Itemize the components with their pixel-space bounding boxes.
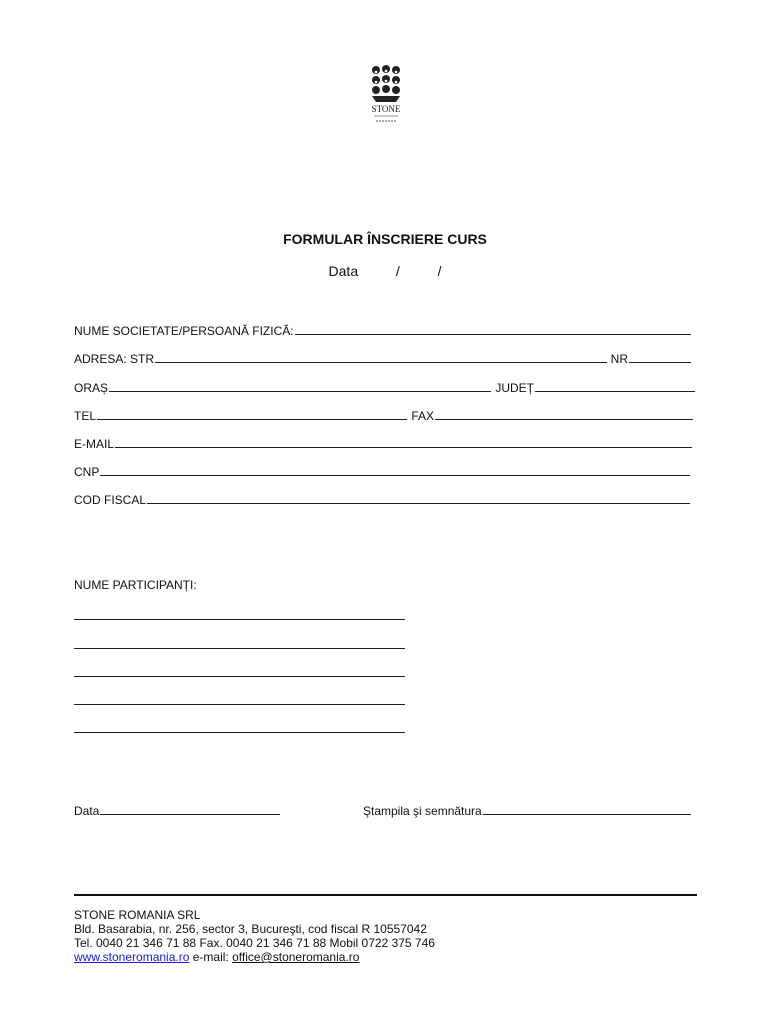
email-link[interactable]: office@stoneromania.ro bbox=[232, 950, 360, 964]
participant-line[interactable] bbox=[74, 676, 405, 677]
cod-fiscal-input-line[interactable] bbox=[147, 493, 690, 504]
footer bbox=[74, 908, 435, 964]
participant-line[interactable] bbox=[74, 704, 405, 705]
signature-date-line[interactable] bbox=[100, 804, 280, 815]
company-label: NUME SOCIETATE/PERSOANĂ FIZICĂ: bbox=[74, 324, 294, 338]
participant-line[interactable] bbox=[74, 732, 405, 733]
fax-label: FAX bbox=[411, 409, 434, 423]
signature-date-field[interactable] bbox=[74, 804, 280, 818]
tel-field[interactable] bbox=[74, 409, 693, 423]
form-date-label: Data bbox=[328, 263, 359, 279]
stamp-signature-field[interactable] bbox=[363, 804, 691, 818]
email-label: e-mail: bbox=[192, 950, 229, 964]
email-input-line[interactable] bbox=[115, 437, 692, 448]
company-input-line[interactable] bbox=[295, 324, 691, 335]
fax-input-line[interactable] bbox=[435, 409, 693, 420]
participants-label: NUME PARTICIPANȚI: bbox=[74, 578, 197, 592]
tel-label: TEL bbox=[74, 409, 97, 423]
form-title: FORMULAR ÎNSCRIERE CURS bbox=[283, 231, 487, 247]
cod-fiscal-label: COD FISCAL bbox=[74, 493, 147, 507]
footer-contact bbox=[74, 950, 435, 964]
footer-address: Bld. Basarabia, nr. 256, sector 3, Bucureşti, cod fiscal R 10557042 bbox=[74, 922, 427, 936]
form-date-row bbox=[0, 263, 770, 279]
form-date-separator: / bbox=[437, 263, 442, 279]
participant-line[interactable] bbox=[74, 648, 405, 649]
county-input-line[interactable] bbox=[535, 381, 695, 392]
city-field[interactable] bbox=[74, 381, 695, 395]
city-input-line[interactable] bbox=[109, 381, 491, 392]
cnp-field[interactable] bbox=[74, 465, 690, 479]
email-field[interactable] bbox=[74, 437, 692, 451]
signature-date-label: Data bbox=[74, 804, 100, 818]
address-label: ADRESA: STR bbox=[74, 352, 155, 366]
company-logo bbox=[370, 64, 402, 128]
form-date-separator: / bbox=[395, 263, 400, 279]
website-link[interactable]: www.stoneromania.ro bbox=[74, 950, 190, 964]
tel-input-line[interactable] bbox=[97, 409, 407, 420]
cnp-input-line[interactable] bbox=[100, 465, 690, 476]
cod-fiscal-field[interactable] bbox=[74, 493, 690, 507]
county-label: JUDEȚ bbox=[495, 381, 534, 395]
svg-text:STONE: STONE bbox=[371, 104, 401, 114]
footer-company: STONE ROMANIA SRL bbox=[74, 908, 201, 922]
city-label: ORAȘ bbox=[74, 381, 109, 395]
participant-line[interactable] bbox=[74, 619, 405, 620]
stamp-signature-label: Ştampila şi semnătura bbox=[363, 804, 482, 818]
footer-divider bbox=[74, 894, 697, 896]
nr-label: NR bbox=[610, 352, 628, 366]
stone-logo-icon bbox=[370, 64, 402, 128]
email-label: E-MAIL bbox=[74, 437, 115, 451]
company-field[interactable] bbox=[74, 324, 691, 338]
address-input-line[interactable] bbox=[155, 352, 607, 363]
cnp-label: CNP bbox=[74, 465, 100, 479]
nr-input-line[interactable] bbox=[629, 352, 691, 363]
footer-phones: Tel. 0040 21 346 71 88 Fax. 0040 21 346 71 88 Mobil 0722 375 746 bbox=[74, 936, 435, 950]
stamp-signature-line[interactable] bbox=[483, 804, 691, 815]
address-field[interactable] bbox=[74, 352, 691, 366]
